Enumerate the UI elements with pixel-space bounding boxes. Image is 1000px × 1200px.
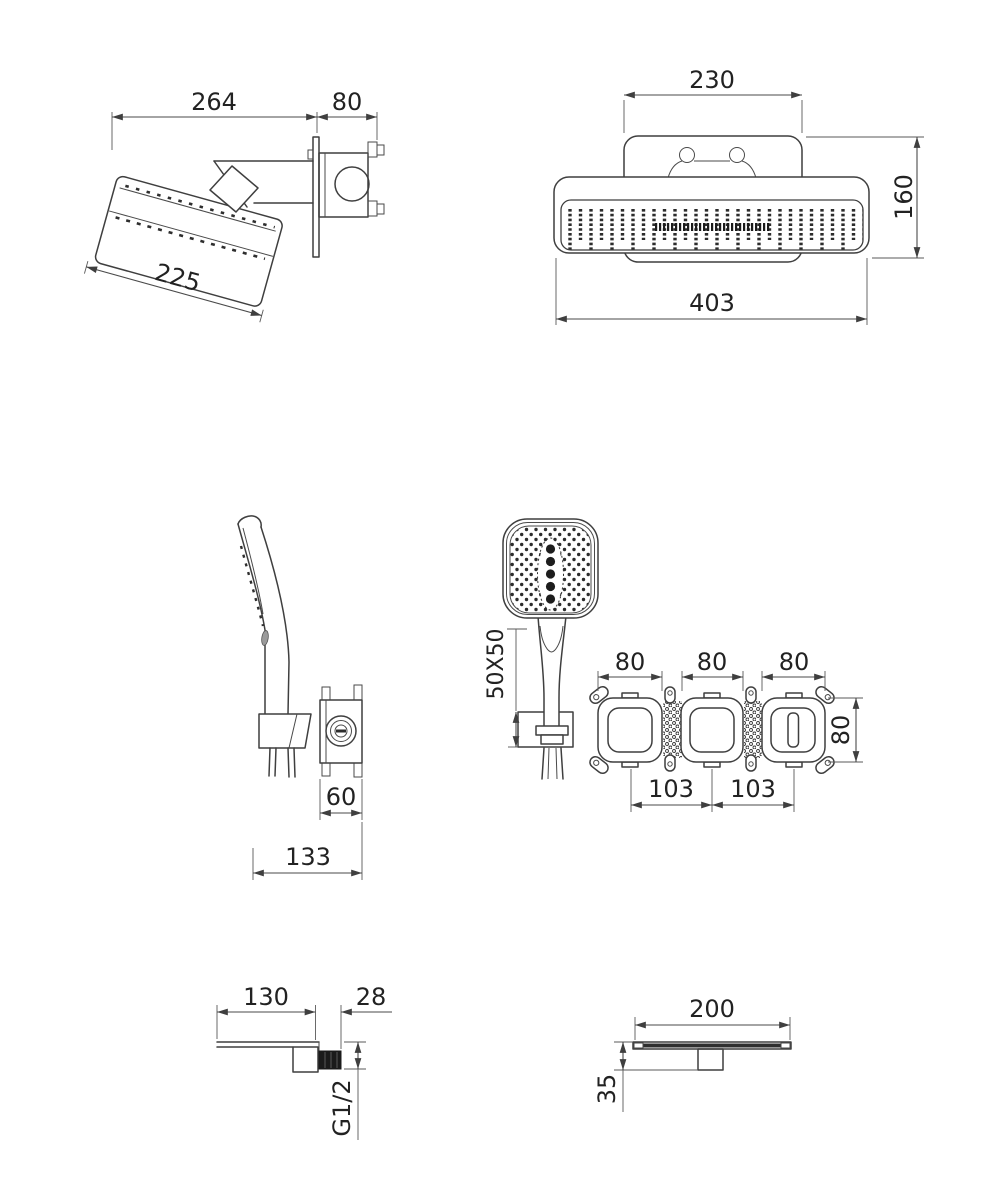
dims-hand-shower-side bbox=[253, 779, 362, 880]
knurl-band-2 bbox=[744, 701, 762, 758]
spout-body-side bbox=[217, 1042, 341, 1072]
overhead-shower-head-side bbox=[84, 173, 287, 322]
dim-wall-depth: 28 bbox=[355, 983, 387, 1011]
hand-shower-wand bbox=[238, 516, 289, 714]
valve-knob-3-lever[interactable] bbox=[762, 693, 825, 767]
dims-hand-shower-front bbox=[484, 628, 527, 747]
dim-wall-outlet: 50X50 bbox=[484, 628, 509, 700]
dim-knob1-width: 80 bbox=[614, 648, 646, 676]
wall-outlet-box-side bbox=[320, 685, 362, 777]
dim-box-width: 60 bbox=[325, 783, 357, 811]
spout-body-top bbox=[633, 1042, 791, 1070]
hand-shower-head-front bbox=[503, 519, 598, 618]
view-spout-side bbox=[217, 983, 392, 1140]
dims-spout-top bbox=[593, 995, 790, 1112]
dims-spout-side bbox=[217, 983, 392, 1140]
valve-knob-1[interactable] bbox=[598, 693, 662, 767]
view-hand-shower-side bbox=[238, 516, 362, 880]
dim-holder-projection: 133 bbox=[285, 843, 331, 871]
dim-thread: G1/2 bbox=[328, 1079, 356, 1137]
dim-plate-width: 230 bbox=[689, 66, 735, 94]
wand-holder bbox=[259, 714, 311, 777]
dim-knob3-width: 80 bbox=[778, 648, 810, 676]
dim-head-width: 403 bbox=[689, 289, 735, 317]
mount-hole-left bbox=[680, 148, 695, 163]
dim-spacing1: 103 bbox=[648, 775, 694, 803]
bolt-top bbox=[368, 142, 377, 157]
valve-knob-2[interactable] bbox=[681, 693, 743, 767]
spray-toggle bbox=[261, 630, 269, 646]
view-valve-panel bbox=[588, 648, 863, 812]
dim-knob2-width: 80 bbox=[696, 648, 728, 676]
dim-projection: 264 bbox=[191, 88, 237, 116]
thread-nipple bbox=[319, 1051, 341, 1069]
wall-supply-box-side bbox=[308, 137, 384, 257]
mount-hole-right bbox=[730, 148, 745, 163]
dim-spout-depth: 35 bbox=[593, 1073, 621, 1105]
view-spout-top bbox=[593, 995, 791, 1112]
hose-connector bbox=[536, 726, 568, 779]
dim-spout-length: 130 bbox=[243, 983, 289, 1011]
knurl-band-1 bbox=[663, 701, 682, 758]
spout-edge bbox=[643, 1044, 781, 1048]
view-hand-shower-front bbox=[484, 519, 598, 779]
bolt-bottom bbox=[368, 201, 377, 216]
view-overhead-shower-side bbox=[84, 88, 384, 322]
dim-height: 160 bbox=[890, 174, 918, 220]
dims-overhead-side bbox=[112, 88, 377, 150]
view-overhead-shower-front bbox=[554, 66, 924, 325]
supply-port bbox=[335, 167, 369, 201]
dim-box-depth: 80 bbox=[331, 88, 363, 116]
dim-spout-width: 200 bbox=[689, 995, 735, 1023]
dim-spacing2: 103 bbox=[730, 775, 776, 803]
dim-panel-height: 80 bbox=[827, 714, 855, 746]
dim-head-length: 225 bbox=[151, 258, 204, 298]
overhead-shower-head-front bbox=[554, 177, 869, 253]
